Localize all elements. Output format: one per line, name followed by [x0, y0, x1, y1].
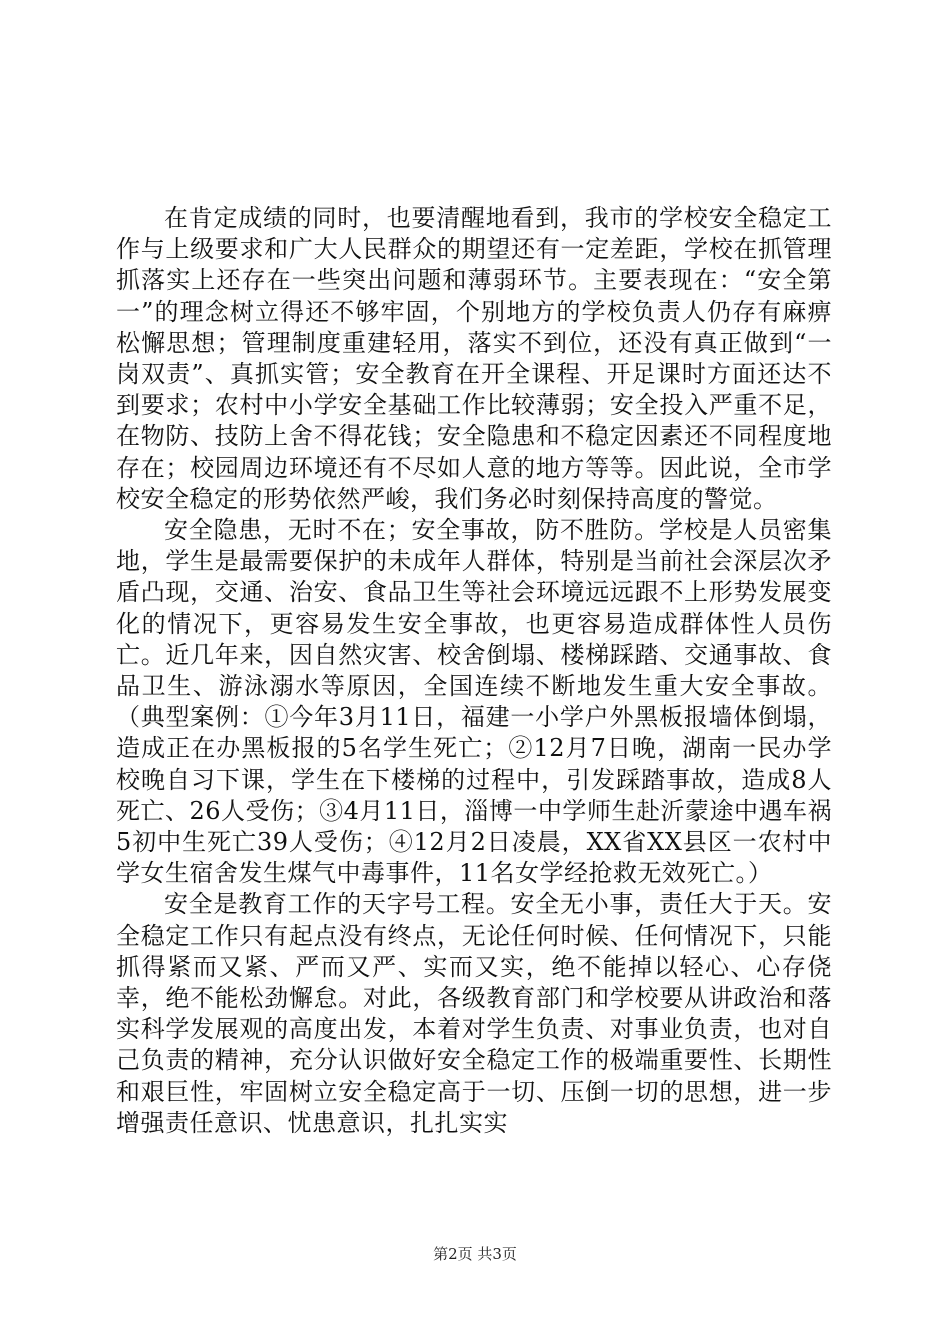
- document-body: [116, 203, 832, 1139]
- paragraph-2: 安全隐患，无时不在；安全事故，防不胜防。学校是人员密集地，学生是最需要保护的未成年人群体，特别是当前社会深层次矛盾凸现，交通、治安、食品卫生等社会环境远远跟不上形势发展变化的情况下，更容易发生安全事故，也更容易造成群体性人员伤亡。近几年来，因自然灾害、校舍倒塌、楼梯踩踏、交通事故、食品卫生、游泳溺水等原因，全国连续不断地发生重大安全事故。（典型案例：①今年3月11日，福建一小学户外黑板报墙体倒塌，造成正在办黑板报的5名学生死亡；②12月7日晚，湖南一民办学校晚自习下课，学生在下楼梯的过程中，引发踩踏事故，造成8人死亡、26人受伤；③4月11日，淄博一中学师生赴沂蒙途中遇车祸5初中生死亡39人受伤；④12月2日凌晨，XX省XX县区一农村中学女生宿舍发生煤气中毒事件，11名女学经抢救无效死亡。）: [116, 516, 832, 888]
- paragraph-3: 安全是教育工作的天字号工程。安全无小事，责任大于天。安全稳定工作只有起点没有终点，无论任何时候、任何情况下，只能抓得紧而又紧、严而又严、实而又实，绝不能掉以轻心、心存侥幸，绝不能松劲懈怠。对此，各级教育部门和学校要从讲政治和落实科学发展观的高度出发，本着对学生负责、对事业负责，也对自己负责的精神，充分认识做好安全稳定工作的极端重要性、长期性和艰巨性，牢固树立安全稳定高于一切、压倒一切的思想，进一步增强责任意识、忧患意识，扎扎实实: [116, 890, 832, 1137]
- paragraph-1: 在肯定成绩的同时，也要清醒地看到，我市的学校安全稳定工作与上级要求和广大人民群众的期望还有一定差距，学校在抓管理抓落实上还存在一些突出问题和薄弱环节。主要表现在：“安全第一”的理念树立得还不够牢固，个别地方的学校负责人仍存有麻痹松懈思想；管理制度重建轻用，落实不到位，还没有真正做到“一岗双责”、真抓实管；安全教育在开全课程、开足课时方面还达不到要求；农村中小学安全基础工作比较薄弱；安全投入严重不足，在物防、技防上舍不得花钱；安全隐患和不稳定因素还不同程度地存在；校园周边环境还有不尽如人意的地方等等。因此说，全市学校安全稳定的形势依然严峻，我们务必时刻保持高度的警觉。: [116, 204, 832, 513]
- page-footer: 第2页 共3页: [433, 1245, 517, 1263]
